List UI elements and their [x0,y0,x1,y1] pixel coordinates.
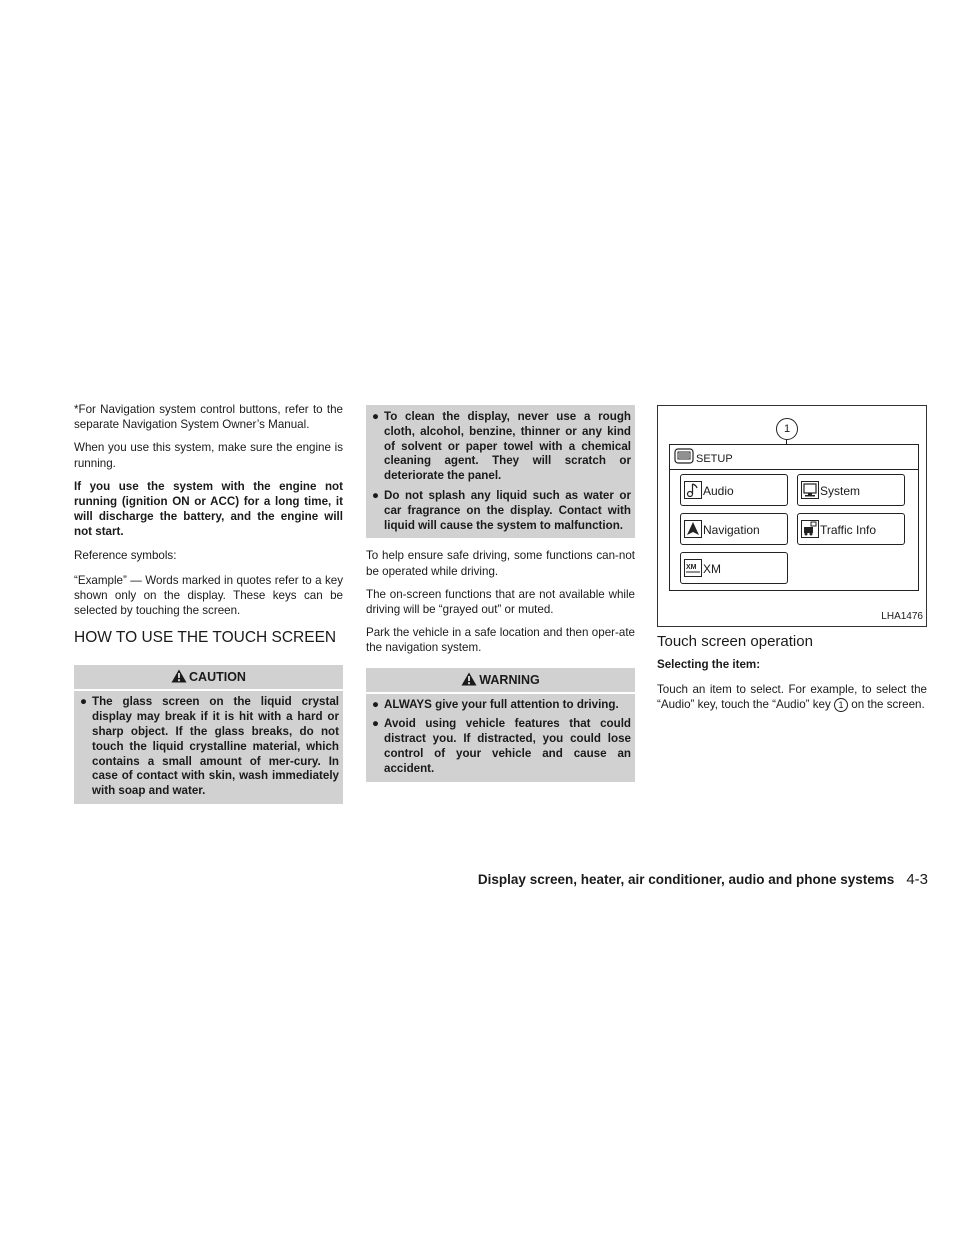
navigation-key[interactable] [680,513,788,545]
paragraph: Park the vehicle in a safe location and then oper-ate the navigation system. [366,626,635,655]
warning-triangle-icon [461,672,477,686]
music-note-icon [684,481,702,499]
callout-number-inline: 1 [834,698,848,712]
xm-key[interactable] [680,552,788,584]
warning-item: ● Avoid using vehicle features that could distract you. If distracted, you could lose control of your vehicle and cause an accident. [372,717,631,775]
navigation-key-label: Navigation [703,523,760,537]
caution-item: ● The glass screen on the liquid crystal display may break if it is hit with a hard or sharp object. If the glass breaks, do not touch the liquid crystalline material, which contains a small amount of mer-cury. In case of contact with skin, wash immediately with soap and water. [80,695,339,798]
warning-triangle-icon [171,669,187,683]
caution-label: CAUTION [189,670,246,685]
system-key[interactable] [797,474,905,506]
column-left [74,402,343,812]
xm-radio-icon [684,559,702,577]
audio-key-label: Audio [703,484,734,498]
screen-title: SETUP [696,453,733,465]
column-right [657,405,927,721]
callout-number: 1 [776,418,798,440]
system-key-label: System [820,484,861,498]
paragraph: *For Navigation system control buttons, refer to the separate Navigation System Owner’s Manual. [74,403,343,432]
page-number: 4-3 [906,871,928,888]
setup-icon [674,448,694,464]
caution-continued-box [366,405,635,538]
caution-item: ● Do not splash any liquid such as water or car fragrance on the display. Contact with liquid will cause the system to malfunction. [372,488,631,532]
paragraph: Reference symbols: [74,548,177,562]
xm-key-label: XM [703,562,721,576]
figure-caption: Touch screen operation [657,633,813,650]
traffic-info-key-label: Traffic Info [820,523,877,537]
paragraph: The on-screen functions that are not available while driving will be “grayed out” or muted. [366,587,635,616]
paragraph: When you use this system, make sure the engine is running. [74,441,343,470]
touch-screen-figure [657,405,927,627]
figure-code: LHA1476 [881,610,923,622]
paragraph: “Example” — Words marked in quotes refer to a key shown only on the display. These keys can be selected by touching the screen. [74,573,343,618]
section-title: HOW TO USE THE TOUCH SCREEN [74,629,337,647]
paragraph: Touch an item to select. For example, to select the “Audio” key, touch the “Audio” key 1 on the screen. [657,683,927,712]
paragraph: To help ensure safe driving, some functions can-not be operated while driving. [366,549,635,578]
warning-header [366,672,635,694]
monitor-icon [801,481,819,499]
warning-item: ● ALWAYS give your full attention to driving. [372,697,619,711]
setup-screen [669,444,919,591]
svg-text:XM: XM [686,564,697,571]
page-footer [420,871,928,888]
traffic-info-icon [801,520,819,538]
battery-note: If you use the system with the engine not running (ignition ON or ACC) for a long time, it will discharge the battery, and the engine will not start. [74,479,343,539]
screen-title-bar [670,445,918,470]
navigation-arrow-icon [684,520,702,538]
traffic-info-key[interactable] [797,513,905,545]
caution-box [74,665,343,804]
column-middle [366,405,635,790]
caution-item: ● To clean the display, never use a rough cloth, alcohol, benzine, thinner or any kind of solvent or paper towel with a chemical cleaning agent. They will scratch or deteriorate the panel. [372,410,631,483]
audio-key[interactable] [680,474,788,506]
subheading: Selecting the item: [657,658,761,671]
caution-header [74,669,343,691]
warning-label: WARNING [479,672,540,687]
footer-title: Display screen, heater, air conditioner, audio and phone systems [477,872,895,887]
warning-box [366,668,635,782]
